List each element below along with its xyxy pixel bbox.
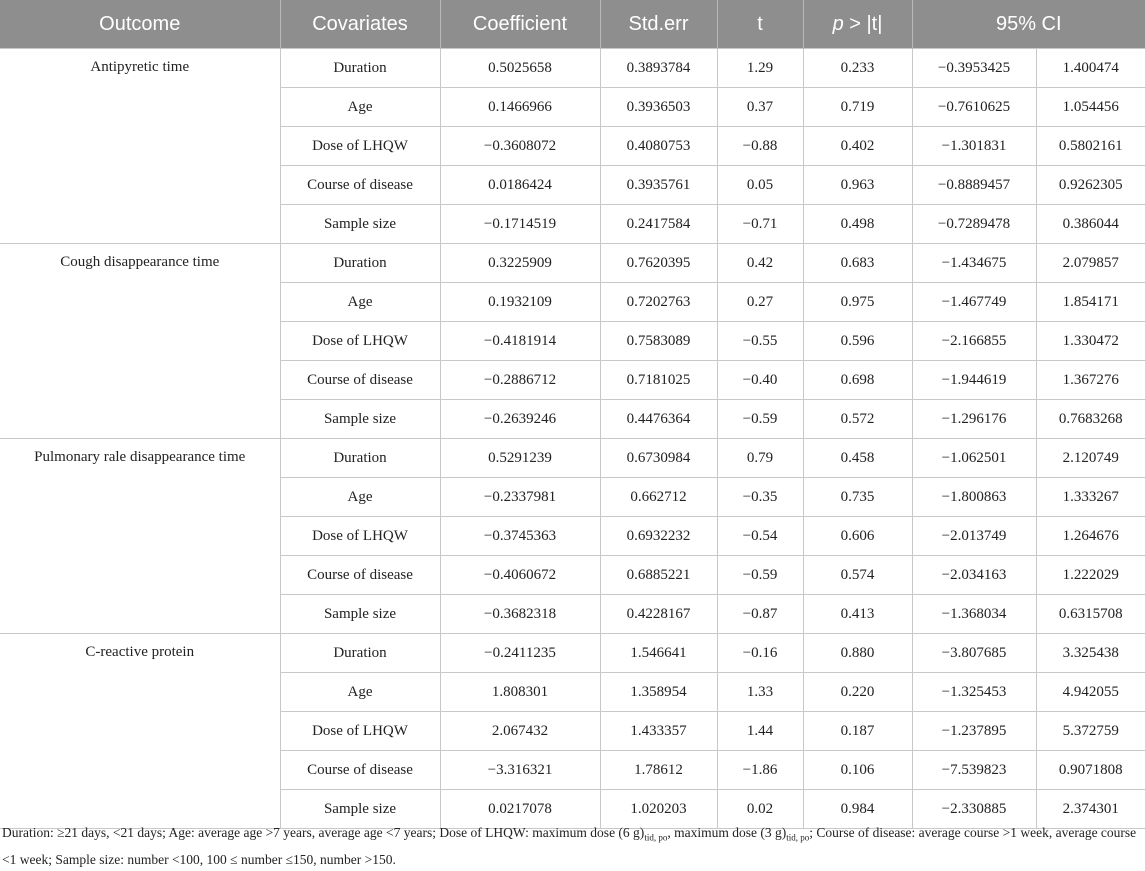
ci-lower-cell: −2.166855 (912, 322, 1036, 361)
t-cell: 1.44 (717, 712, 803, 751)
p-value-cell: 0.984 (803, 790, 912, 829)
std-err-cell: 1.433357 (600, 712, 717, 751)
t-cell: 0.37 (717, 88, 803, 127)
ci-lower-cell: −1.800863 (912, 478, 1036, 517)
std-err-cell: 0.3936503 (600, 88, 717, 127)
coefficient-cell: 0.1466966 (440, 88, 600, 127)
covariate-cell: Course of disease (280, 166, 440, 205)
std-err-cell: 0.3893784 (600, 49, 717, 88)
coefficient-cell: 1.808301 (440, 673, 600, 712)
coefficient-cell: 0.5025658 (440, 49, 600, 88)
ci-lower-cell: −1.325453 (912, 673, 1036, 712)
table-row (0, 634, 1145, 673)
ci-lower-cell: −1.062501 (912, 439, 1036, 478)
ci-upper-cell: 1.330472 (1036, 322, 1145, 361)
covariate-cell: Dose of LHQW (280, 322, 440, 361)
p-value-cell: 0.719 (803, 88, 912, 127)
header-95-ci: 95% CI (912, 0, 1145, 49)
ci-upper-cell: 1.222029 (1036, 556, 1145, 595)
t-cell: −0.54 (717, 517, 803, 556)
std-err-cell: 1.546641 (600, 634, 717, 673)
coefficient-cell: −0.2886712 (440, 361, 600, 400)
std-err-cell: 0.6885221 (600, 556, 717, 595)
ci-lower-cell: −3.807685 (912, 634, 1036, 673)
std-err-cell: 0.7181025 (600, 361, 717, 400)
ci-upper-cell: 1.264676 (1036, 517, 1145, 556)
covariate-cell: Dose of LHQW (280, 712, 440, 751)
coefficient-cell: −0.3745363 (440, 517, 600, 556)
p-value-cell: 0.498 (803, 205, 912, 244)
t-cell: 0.05 (717, 166, 803, 205)
ci-upper-cell: 0.9262305 (1036, 166, 1145, 205)
t-cell: −0.35 (717, 478, 803, 517)
t-cell: −0.59 (717, 400, 803, 439)
t-cell: −0.71 (717, 205, 803, 244)
t-cell: −1.86 (717, 751, 803, 790)
outcome-cell: Antipyretic time (0, 49, 280, 244)
ci-lower-cell: −0.3953425 (912, 49, 1036, 88)
p-value-cell: 0.963 (803, 166, 912, 205)
covariate-cell: Dose of LHQW (280, 127, 440, 166)
ci-lower-cell: −2.034163 (912, 556, 1036, 595)
covariate-cell: Course of disease (280, 751, 440, 790)
ci-upper-cell: 2.120749 (1036, 439, 1145, 478)
coefficient-cell: −0.4060672 (440, 556, 600, 595)
coefficient-cell: 0.0217078 (440, 790, 600, 829)
p-value-cell: 0.220 (803, 673, 912, 712)
p-value-cell: 0.975 (803, 283, 912, 322)
covariate-cell: Duration (280, 244, 440, 283)
p-value-cell: 0.596 (803, 322, 912, 361)
ci-lower-cell: −0.7610625 (912, 88, 1036, 127)
coefficient-cell: −3.316321 (440, 751, 600, 790)
ci-upper-cell: 0.5802161 (1036, 127, 1145, 166)
table-footnote: Duration: ≥21 days, <21 days; Age: average age >7 years, average age <7 years; Dose of LHQW: maximum dose (6 $g)_{tid, po}$, maximum dose (3 $g)_{tid, po}$; Course of disease: average course >1 week, average course <1 week; Sample size: number <100, 100 ≤ number ≤150, number >150. (2, 825, 1137, 867)
covariate-cell: Duration (280, 439, 440, 478)
ci-upper-cell: 1.367276 (1036, 361, 1145, 400)
covariate-cell: Sample size (280, 595, 440, 634)
coefficient-cell: 0.0186424 (440, 166, 600, 205)
ci-upper-cell: 0.386044 (1036, 205, 1145, 244)
std-err-cell: 0.6730984 (600, 439, 717, 478)
ci-upper-cell: 0.6315708 (1036, 595, 1145, 634)
p-value-cell: 0.233 (803, 49, 912, 88)
ci-lower-cell: −0.8889457 (912, 166, 1036, 205)
ci-lower-cell: −1.368034 (912, 595, 1036, 634)
covariate-cell: Sample size (280, 400, 440, 439)
header-covariates: Covariates (280, 0, 440, 49)
header-coefficient: Coefficient (440, 0, 600, 49)
std-err-cell: 0.4228167 (600, 595, 717, 634)
coefficient-cell: −0.3682318 (440, 595, 600, 634)
std-err-cell: 0.662712 (600, 478, 717, 517)
std-err-cell: 0.4476364 (600, 400, 717, 439)
ci-upper-cell: 5.372759 (1036, 712, 1145, 751)
p-value-cell: 0.413 (803, 595, 912, 634)
std-err-cell: 0.4080753 (600, 127, 717, 166)
coefficient-cell: −0.2639246 (440, 400, 600, 439)
outcome-cell: Cough disappearance time (0, 244, 280, 439)
ci-upper-cell: 3.325438 (1036, 634, 1145, 673)
coefficient-cell: −0.2337981 (440, 478, 600, 517)
ci-lower-cell: −1.944619 (912, 361, 1036, 400)
p-value-cell: 0.574 (803, 556, 912, 595)
std-err-cell: 0.6932232 (600, 517, 717, 556)
std-err-cell: 0.2417584 (600, 205, 717, 244)
ci-upper-cell: 4.942055 (1036, 673, 1145, 712)
std-err-cell: 0.7620395 (600, 244, 717, 283)
covariate-cell: Age (280, 478, 440, 517)
ci-upper-cell: 0.7683268 (1036, 400, 1145, 439)
ci-upper-cell: 1.854171 (1036, 283, 1145, 322)
header-std-err: Std.err (600, 0, 717, 49)
t-cell: −0.87 (717, 595, 803, 634)
table-row (0, 244, 1145, 283)
coefficient-cell: 0.5291239 (440, 439, 600, 478)
covariate-cell: Sample size (280, 205, 440, 244)
t-cell: 0.42 (717, 244, 803, 283)
ci-lower-cell: −1.237895 (912, 712, 1036, 751)
ci-upper-cell: 0.9071808 (1036, 751, 1145, 790)
outcome-cell: Pulmonary rale disappearance time (0, 439, 280, 634)
t-cell: −0.59 (717, 556, 803, 595)
t-cell: 1.29 (717, 49, 803, 88)
t-cell: 0.79 (717, 439, 803, 478)
std-err-cell: 0.7583089 (600, 322, 717, 361)
covariate-cell: Course of disease (280, 556, 440, 595)
coefficient-cell: 2.067432 (440, 712, 600, 751)
ci-lower-cell: −2.330885 (912, 790, 1036, 829)
ci-upper-cell: 2.374301 (1036, 790, 1145, 829)
t-cell: −0.55 (717, 322, 803, 361)
coefficient-cell: −0.4181914 (440, 322, 600, 361)
coefficient-cell: 0.1932109 (440, 283, 600, 322)
covariate-cell: Age (280, 283, 440, 322)
p-value-cell: 0.106 (803, 751, 912, 790)
t-cell: −0.40 (717, 361, 803, 400)
table-row (0, 439, 1145, 478)
p-value-cell: 0.606 (803, 517, 912, 556)
covariate-cell: Age (280, 673, 440, 712)
coefficient-cell: −0.1714519 (440, 205, 600, 244)
std-err-cell: 0.3935761 (600, 166, 717, 205)
t-cell: −0.88 (717, 127, 803, 166)
t-cell: 0.02 (717, 790, 803, 829)
covariate-cell: Dose of LHQW (280, 517, 440, 556)
ci-lower-cell: −1.467749 (912, 283, 1036, 322)
coefficient-cell: 0.3225909 (440, 244, 600, 283)
ci-upper-cell: 1.333267 (1036, 478, 1145, 517)
t-cell: 0.27 (717, 283, 803, 322)
p-value-cell: 0.187 (803, 712, 912, 751)
p-value-cell: 0.735 (803, 478, 912, 517)
std-err-cell: 1.020203 (600, 790, 717, 829)
covariate-cell: Duration (280, 634, 440, 673)
ci-lower-cell: −1.296176 (912, 400, 1036, 439)
outcome-cell: C-reactive protein (0, 634, 280, 829)
ci-upper-cell: 2.079857 (1036, 244, 1145, 283)
std-err-cell: 0.7202763 (600, 283, 717, 322)
header-t: t (717, 0, 803, 49)
std-err-cell: 1.358954 (600, 673, 717, 712)
covariate-cell: Duration (280, 49, 440, 88)
p-value-cell: 0.458 (803, 439, 912, 478)
t-cell: −0.16 (717, 634, 803, 673)
std-err-cell: 1.78612 (600, 751, 717, 790)
header-p-value: p > |t| (803, 0, 912, 49)
covariate-cell: Course of disease (280, 361, 440, 400)
table-row (0, 49, 1145, 88)
p-value-cell: 0.698 (803, 361, 912, 400)
ci-lower-cell: −0.7289478 (912, 205, 1036, 244)
ci-upper-cell: 1.054456 (1036, 88, 1145, 127)
header-row (0, 0, 1145, 49)
p-value-cell: 0.683 (803, 244, 912, 283)
header-outcome: Outcome (0, 0, 280, 49)
p-value-cell: 0.402 (803, 127, 912, 166)
ci-lower-cell: −1.301831 (912, 127, 1036, 166)
coefficient-cell: −0.3608072 (440, 127, 600, 166)
covariate-cell: Sample size (280, 790, 440, 829)
ci-upper-cell: 1.400474 (1036, 49, 1145, 88)
ci-lower-cell: −1.434675 (912, 244, 1036, 283)
coefficient-cell: −0.2411235 (440, 634, 600, 673)
ci-lower-cell: −2.013749 (912, 517, 1036, 556)
t-cell: 1.33 (717, 673, 803, 712)
covariate-cell: Age (280, 88, 440, 127)
p-value-cell: 0.880 (803, 634, 912, 673)
ci-lower-cell: −7.539823 (912, 751, 1036, 790)
p-value-cell: 0.572 (803, 400, 912, 439)
